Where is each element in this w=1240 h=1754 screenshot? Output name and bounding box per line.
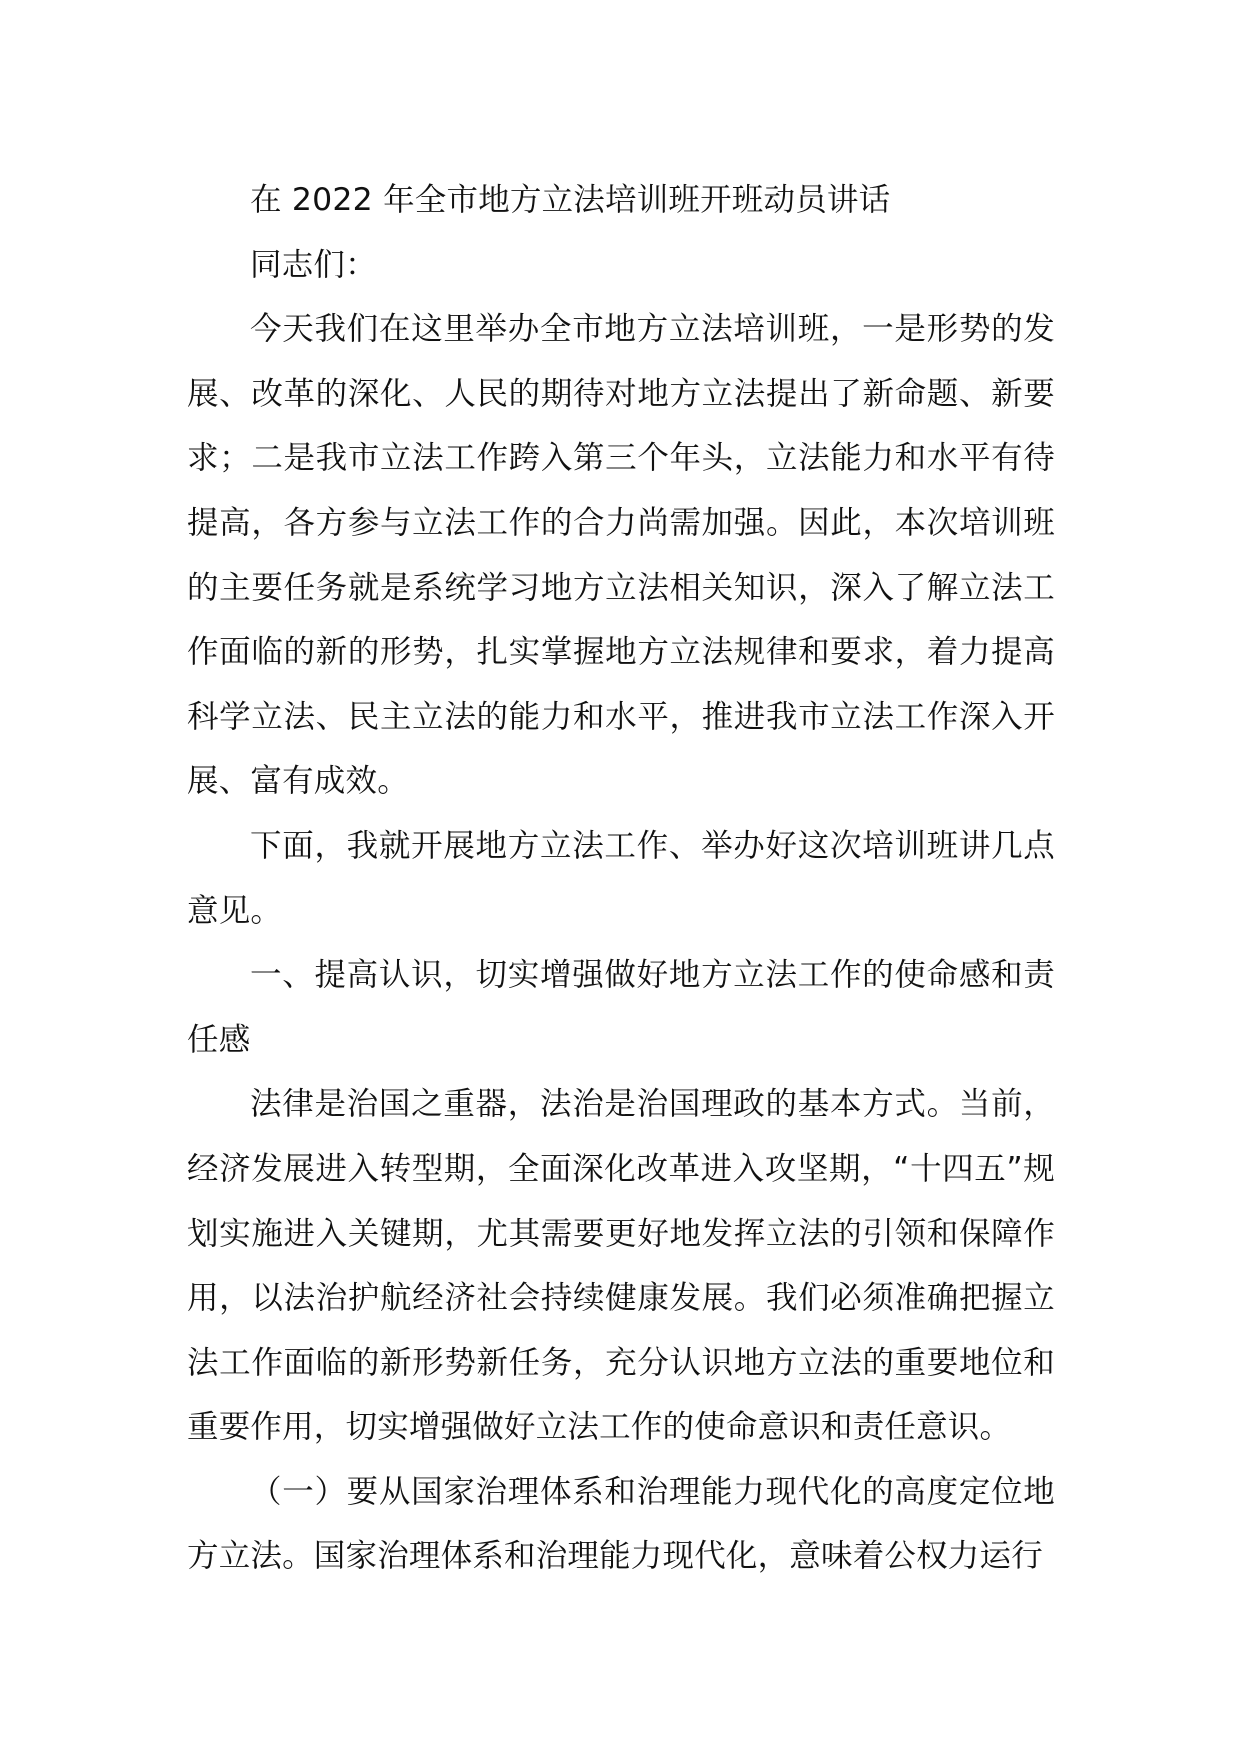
paragraph-subsection-1: （一）要从国家治理体系和治理能力现代化的高度定位地方立法。国家治理体系和治理能力现代化，意味着公权力运行	[187, 1473, 1055, 1575]
salutation: 同志们：	[250, 246, 377, 283]
paragraph-intro: 今天我们在这里举办全市地方立法培训班，一是形势的发展、改革的深化、人民的期待对地方立法提出了新命题、新要求；二是我市立法工作跨入第三个年头，立法能力和水平有待提高，各方参与立法工作的合力尚需加强。因此，本次培训班的主要任务就是系统学习地方立法相关知识，深入了解立法工作面临的新的形势，扎实掌握地方立法规律和要求，着力提高科学立法、民主立法的能力和水平，推进我市立法工作深入开展、富有成效。	[187, 311, 1055, 800]
document-title: 在 2022 年全市地方立法培训班开班动员讲话	[250, 182, 891, 218]
section-heading-1: 一、提高认识，切实增强做好地方立法工作的使命感和责任感	[187, 957, 1055, 1058]
paragraph-transition: 下面，我就开展地方立法工作、举办好这次培训班讲几点意见。	[187, 827, 1055, 929]
document-body	[187, 168, 1055, 1589]
paragraph-section-1: 法律是治国之重器，法治是治国理政的基本方式。当前，经济发展进入转型期，全面深化改革进入攻坚期，“十四五”规划实施进入关键期，尤其需要更好地发挥立法的引领和保障作用，以法治护航经济社会持续健康发展。我们必须准确把握立法工作面临的新形势新任务，充分认识地方立法的重要地位和重要作用，切实增强做好立法工作的使命意识和责任意识。	[187, 1086, 1055, 1446]
